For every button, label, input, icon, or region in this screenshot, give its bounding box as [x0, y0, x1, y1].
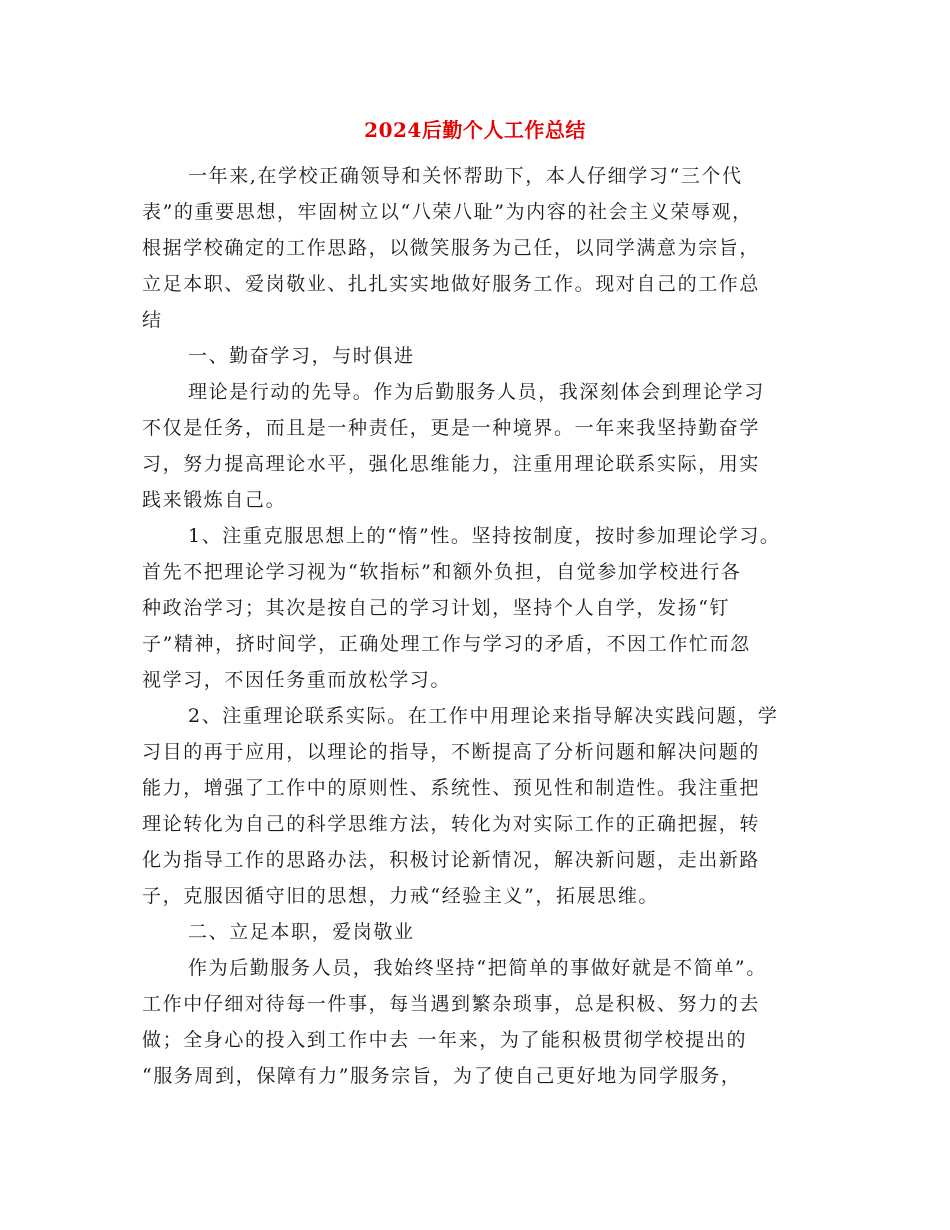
paragraph-line: 种政治学习；其次是按自己的学习计划，坚持个人自学，发扬“钉: [142, 597, 731, 619]
paragraph-first-line: 一年来,在学校正确领导和关怀帮助下，本人仔细学习“三个代: [188, 165, 743, 187]
paragraph-first-line: 理论是行动的先导。作为后勤服务人员，我深刻体会到理论学习: [188, 381, 765, 403]
paragraph-line: “服务周到，保障有力”服务宗旨，为了使自己更好地为同学服务，: [142, 1065, 742, 1087]
paragraph-line: 能力，增强了工作中的原则性、系统性、预见性和制造性。我注重把: [142, 777, 761, 799]
paragraph-first-line: 二、立足本职，爱岗敬业: [188, 921, 415, 943]
paragraph-line: 不仅是任务，而且是一种责任，更是一种境界。一年来我坚持勤奋学: [142, 417, 761, 439]
paragraph-line: 立足本职、爱岗敬业、扎扎实实地做好服务工作。现对自己的工作总: [142, 273, 761, 295]
paragraph-line: 践来锻炼自己。: [142, 489, 287, 511]
paragraph-line: 做；全身心的投入到工作中去 一年来，为了能积极贯彻学校提出的: [142, 1029, 748, 1051]
paragraph-line: 根据学校确定的工作思路，以微笑服务为己任，以同学满意为宗旨，: [142, 237, 761, 259]
paragraph-line: 化为指导工作的思路办法，积极讨论新情况，解决新问题，走出新路: [142, 849, 761, 871]
paragraph-line: 视学习，不因任务重而放松学习。: [142, 669, 452, 691]
paragraph-line: 结: [142, 309, 163, 331]
paragraph-line: 首先不把理论学习视为“软指标”和额外负担，自觉参加学校进行各: [142, 561, 742, 583]
paragraph-first-line: 1、注重克服思想上的“惰”性。坚持按制度，按时参加理论学习。: [188, 525, 781, 547]
paragraph-first-line: 作为后勤服务人员，我始终坚持“把简单的事做好就是不简单”。: [188, 957, 767, 979]
paragraph-line: 子”精神，挤时间学，正确处理工作与学习的矛盾，不因工作忙而忽: [142, 633, 751, 655]
document-title: 2024后勤个人工作总结: [364, 118, 586, 142]
paragraph-first-line: 一、勤奋学习，与时俱进: [188, 345, 415, 367]
paragraph-line: 工作中仔细对待每一件事，每当遇到繁杂琐事，总是积极、努力的去: [142, 993, 761, 1015]
paragraph-line: 习，努力提高理论水平，强化思维能力，注重用理论联系实际，用实: [142, 453, 761, 475]
paragraph-line: 理论转化为自己的科学思维方法，转化为对实际工作的正确把握，转: [142, 813, 761, 835]
paragraph-line: 表”的重要思想，牢固树立以“八荣八耻”为内容的社会主义荣辱观，: [142, 201, 753, 223]
paragraph-line: 习目的再于应用，以理论的指导，不断提高了分析问题和解决问题的: [142, 741, 761, 763]
paragraph-line: 子，克服因循守旧的思想，力戒“经验主义”，拓展思维。: [142, 885, 660, 907]
paragraph-first-line: 2、注重理论联系实际。在工作中用理论来指导解决实践问题，学: [188, 705, 779, 727]
